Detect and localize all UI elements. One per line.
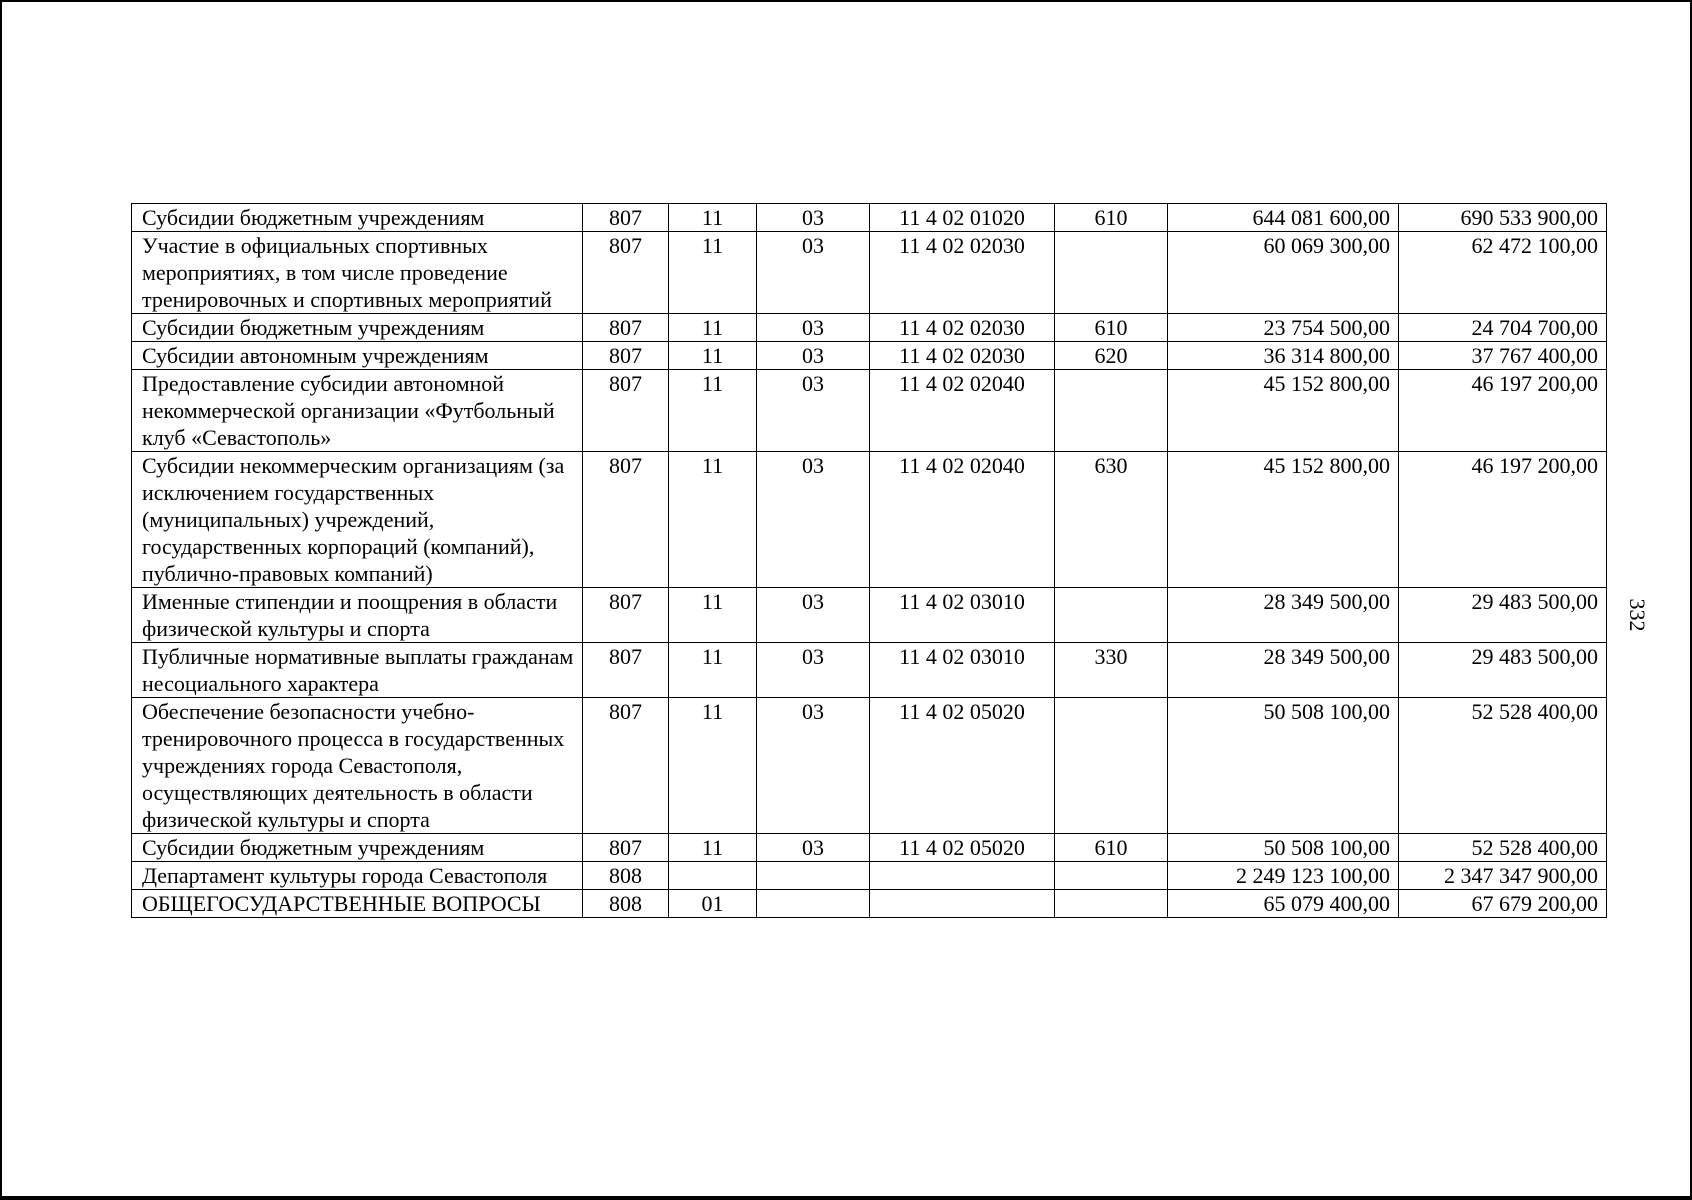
cell-sum-1: 644 081 600,00 — [1168, 204, 1399, 232]
cell-ved: 807 — [583, 314, 669, 342]
cell-rz: 11 — [669, 643, 757, 698]
cell-csr: 11 4 02 03010 — [870, 588, 1055, 643]
cell-rz: 11 — [669, 204, 757, 232]
cell-sum-1: 45 152 800,00 — [1168, 370, 1399, 452]
table-row — [132, 834, 1607, 862]
cell-vr — [1055, 698, 1168, 834]
cell-csr: 11 4 02 02030 — [870, 232, 1055, 314]
cell-rz: 11 — [669, 232, 757, 314]
cell-vr: 330 — [1055, 643, 1168, 698]
cell-csr: 11 4 02 02030 — [870, 342, 1055, 370]
cell-vr — [1055, 370, 1168, 452]
table-row — [132, 643, 1607, 698]
cell-sum-2: 37 767 400,00 — [1399, 342, 1607, 370]
cell-name: Именные стипендии и поощрения в области физической культуры и спорта — [132, 588, 583, 643]
cell-ved: 808 — [583, 862, 669, 890]
cell-sum-1: 45 152 800,00 — [1168, 452, 1399, 588]
cell-csr — [870, 890, 1055, 918]
cell-rz — [669, 862, 757, 890]
budget-table — [131, 203, 1607, 918]
cell-rz: 01 — [669, 890, 757, 918]
cell-ved: 807 — [583, 588, 669, 643]
cell-sum-2: 29 483 500,00 — [1399, 643, 1607, 698]
cell-sum-2: 46 197 200,00 — [1399, 452, 1607, 588]
table-row — [132, 232, 1607, 314]
cell-name: Департамент культуры города Севастополя — [132, 862, 583, 890]
cell-pr: 03 — [757, 370, 870, 452]
cell-csr: 11 4 02 03010 — [870, 643, 1055, 698]
cell-ved: 808 — [583, 890, 669, 918]
page-number: 332 — [1625, 598, 1650, 632]
cell-pr: 03 — [757, 452, 870, 588]
cell-sum-2: 52 528 400,00 — [1399, 834, 1607, 862]
cell-vr — [1055, 890, 1168, 918]
cell-sum-1: 50 508 100,00 — [1168, 698, 1399, 834]
cell-csr: 11 4 02 05020 — [870, 834, 1055, 862]
cell-name: Обеспечение безопасности учебно-тренировочного процесса в государственных учреждениях города Севастополя, осуществляющих деятельность в области физической культуры и спорта — [132, 698, 583, 834]
cell-sum-2: 29 483 500,00 — [1399, 588, 1607, 643]
cell-vr: 620 — [1055, 342, 1168, 370]
cell-rz: 11 — [669, 588, 757, 643]
cell-ved: 807 — [583, 698, 669, 834]
cell-ved: 807 — [583, 204, 669, 232]
table-row — [132, 862, 1607, 890]
cell-pr: 03 — [757, 342, 870, 370]
cell-name: Субсидии бюджетным учреждениям — [132, 314, 583, 342]
table-row — [132, 452, 1607, 588]
cell-ved: 807 — [583, 452, 669, 588]
cell-csr: 11 4 02 01020 — [870, 204, 1055, 232]
cell-sum-2: 52 528 400,00 — [1399, 698, 1607, 834]
cell-sum-1: 65 079 400,00 — [1168, 890, 1399, 918]
cell-sum-1: 36 314 800,00 — [1168, 342, 1399, 370]
cell-rz: 11 — [669, 342, 757, 370]
cell-vr: 610 — [1055, 204, 1168, 232]
table-row — [132, 588, 1607, 643]
table-row — [132, 314, 1607, 342]
cell-csr — [870, 862, 1055, 890]
cell-csr: 11 4 02 05020 — [870, 698, 1055, 834]
cell-name: Субсидии бюджетным учреждениям — [132, 204, 583, 232]
cell-name: Субсидии бюджетным учреждениям — [132, 834, 583, 862]
table-row — [132, 342, 1607, 370]
cell-vr — [1055, 232, 1168, 314]
cell-sum-1: 28 349 500,00 — [1168, 643, 1399, 698]
cell-csr: 11 4 02 02030 — [870, 314, 1055, 342]
cell-sum-2: 67 679 200,00 — [1399, 890, 1607, 918]
cell-sum-1: 2 249 123 100,00 — [1168, 862, 1399, 890]
cell-name: Субсидии автономным учреждениям — [132, 342, 583, 370]
cell-pr: 03 — [757, 698, 870, 834]
cell-name: Участие в официальных спортивных мероприятиях, в том числе проведение тренировочных и спортивных мероприятий — [132, 232, 583, 314]
cell-rz: 11 — [669, 314, 757, 342]
cell-pr: 03 — [757, 232, 870, 314]
cell-vr — [1055, 588, 1168, 643]
cell-pr — [757, 890, 870, 918]
cell-sum-1: 23 754 500,00 — [1168, 314, 1399, 342]
cell-sum-2: 24 704 700,00 — [1399, 314, 1607, 342]
table-body — [132, 204, 1607, 918]
cell-pr — [757, 862, 870, 890]
cell-rz: 11 — [669, 698, 757, 834]
cell-name: Предоставление субсидии автономной некоммерческой организации «Футбольный клуб «Севастополь» — [132, 370, 583, 452]
cell-csr: 11 4 02 02040 — [870, 370, 1055, 452]
cell-vr — [1055, 862, 1168, 890]
cell-vr: 610 — [1055, 834, 1168, 862]
cell-pr: 03 — [757, 643, 870, 698]
cell-pr: 03 — [757, 588, 870, 643]
cell-sum-2: 62 472 100,00 — [1399, 232, 1607, 314]
cell-rz: 11 — [669, 370, 757, 452]
cell-vr: 610 — [1055, 314, 1168, 342]
cell-ved: 807 — [583, 643, 669, 698]
cell-sum-2: 46 197 200,00 — [1399, 370, 1607, 452]
cell-sum-1: 50 508 100,00 — [1168, 834, 1399, 862]
table-row — [132, 698, 1607, 834]
cell-vr: 630 — [1055, 452, 1168, 588]
cell-rz: 11 — [669, 452, 757, 588]
cell-ved: 807 — [583, 342, 669, 370]
cell-pr: 03 — [757, 834, 870, 862]
cell-name: ОБЩЕГОСУДАРСТВЕННЫЕ ВОПРОСЫ — [132, 890, 583, 918]
cell-ved: 807 — [583, 232, 669, 314]
cell-ved: 807 — [583, 834, 669, 862]
cell-sum-1: 60 069 300,00 — [1168, 232, 1399, 314]
cell-rz: 11 — [669, 834, 757, 862]
cell-sum-2: 2 347 347 900,00 — [1399, 862, 1607, 890]
cell-sum-2: 690 533 900,00 — [1399, 204, 1607, 232]
cell-sum-1: 28 349 500,00 — [1168, 588, 1399, 643]
table-row — [132, 370, 1607, 452]
cell-name: Публичные нормативные выплаты гражданам несоциального характера — [132, 643, 583, 698]
cell-ved: 807 — [583, 370, 669, 452]
cell-pr: 03 — [757, 204, 870, 232]
table-row — [132, 204, 1607, 232]
table-row — [132, 890, 1607, 918]
cell-csr: 11 4 02 02040 — [870, 452, 1055, 588]
cell-pr: 03 — [757, 314, 870, 342]
cell-name: Субсидии некоммерческим организациям (за исключением государственных (муниципальных) учреждений, государственных корпораций (компаний), публично-правовых компаний) — [132, 452, 583, 588]
